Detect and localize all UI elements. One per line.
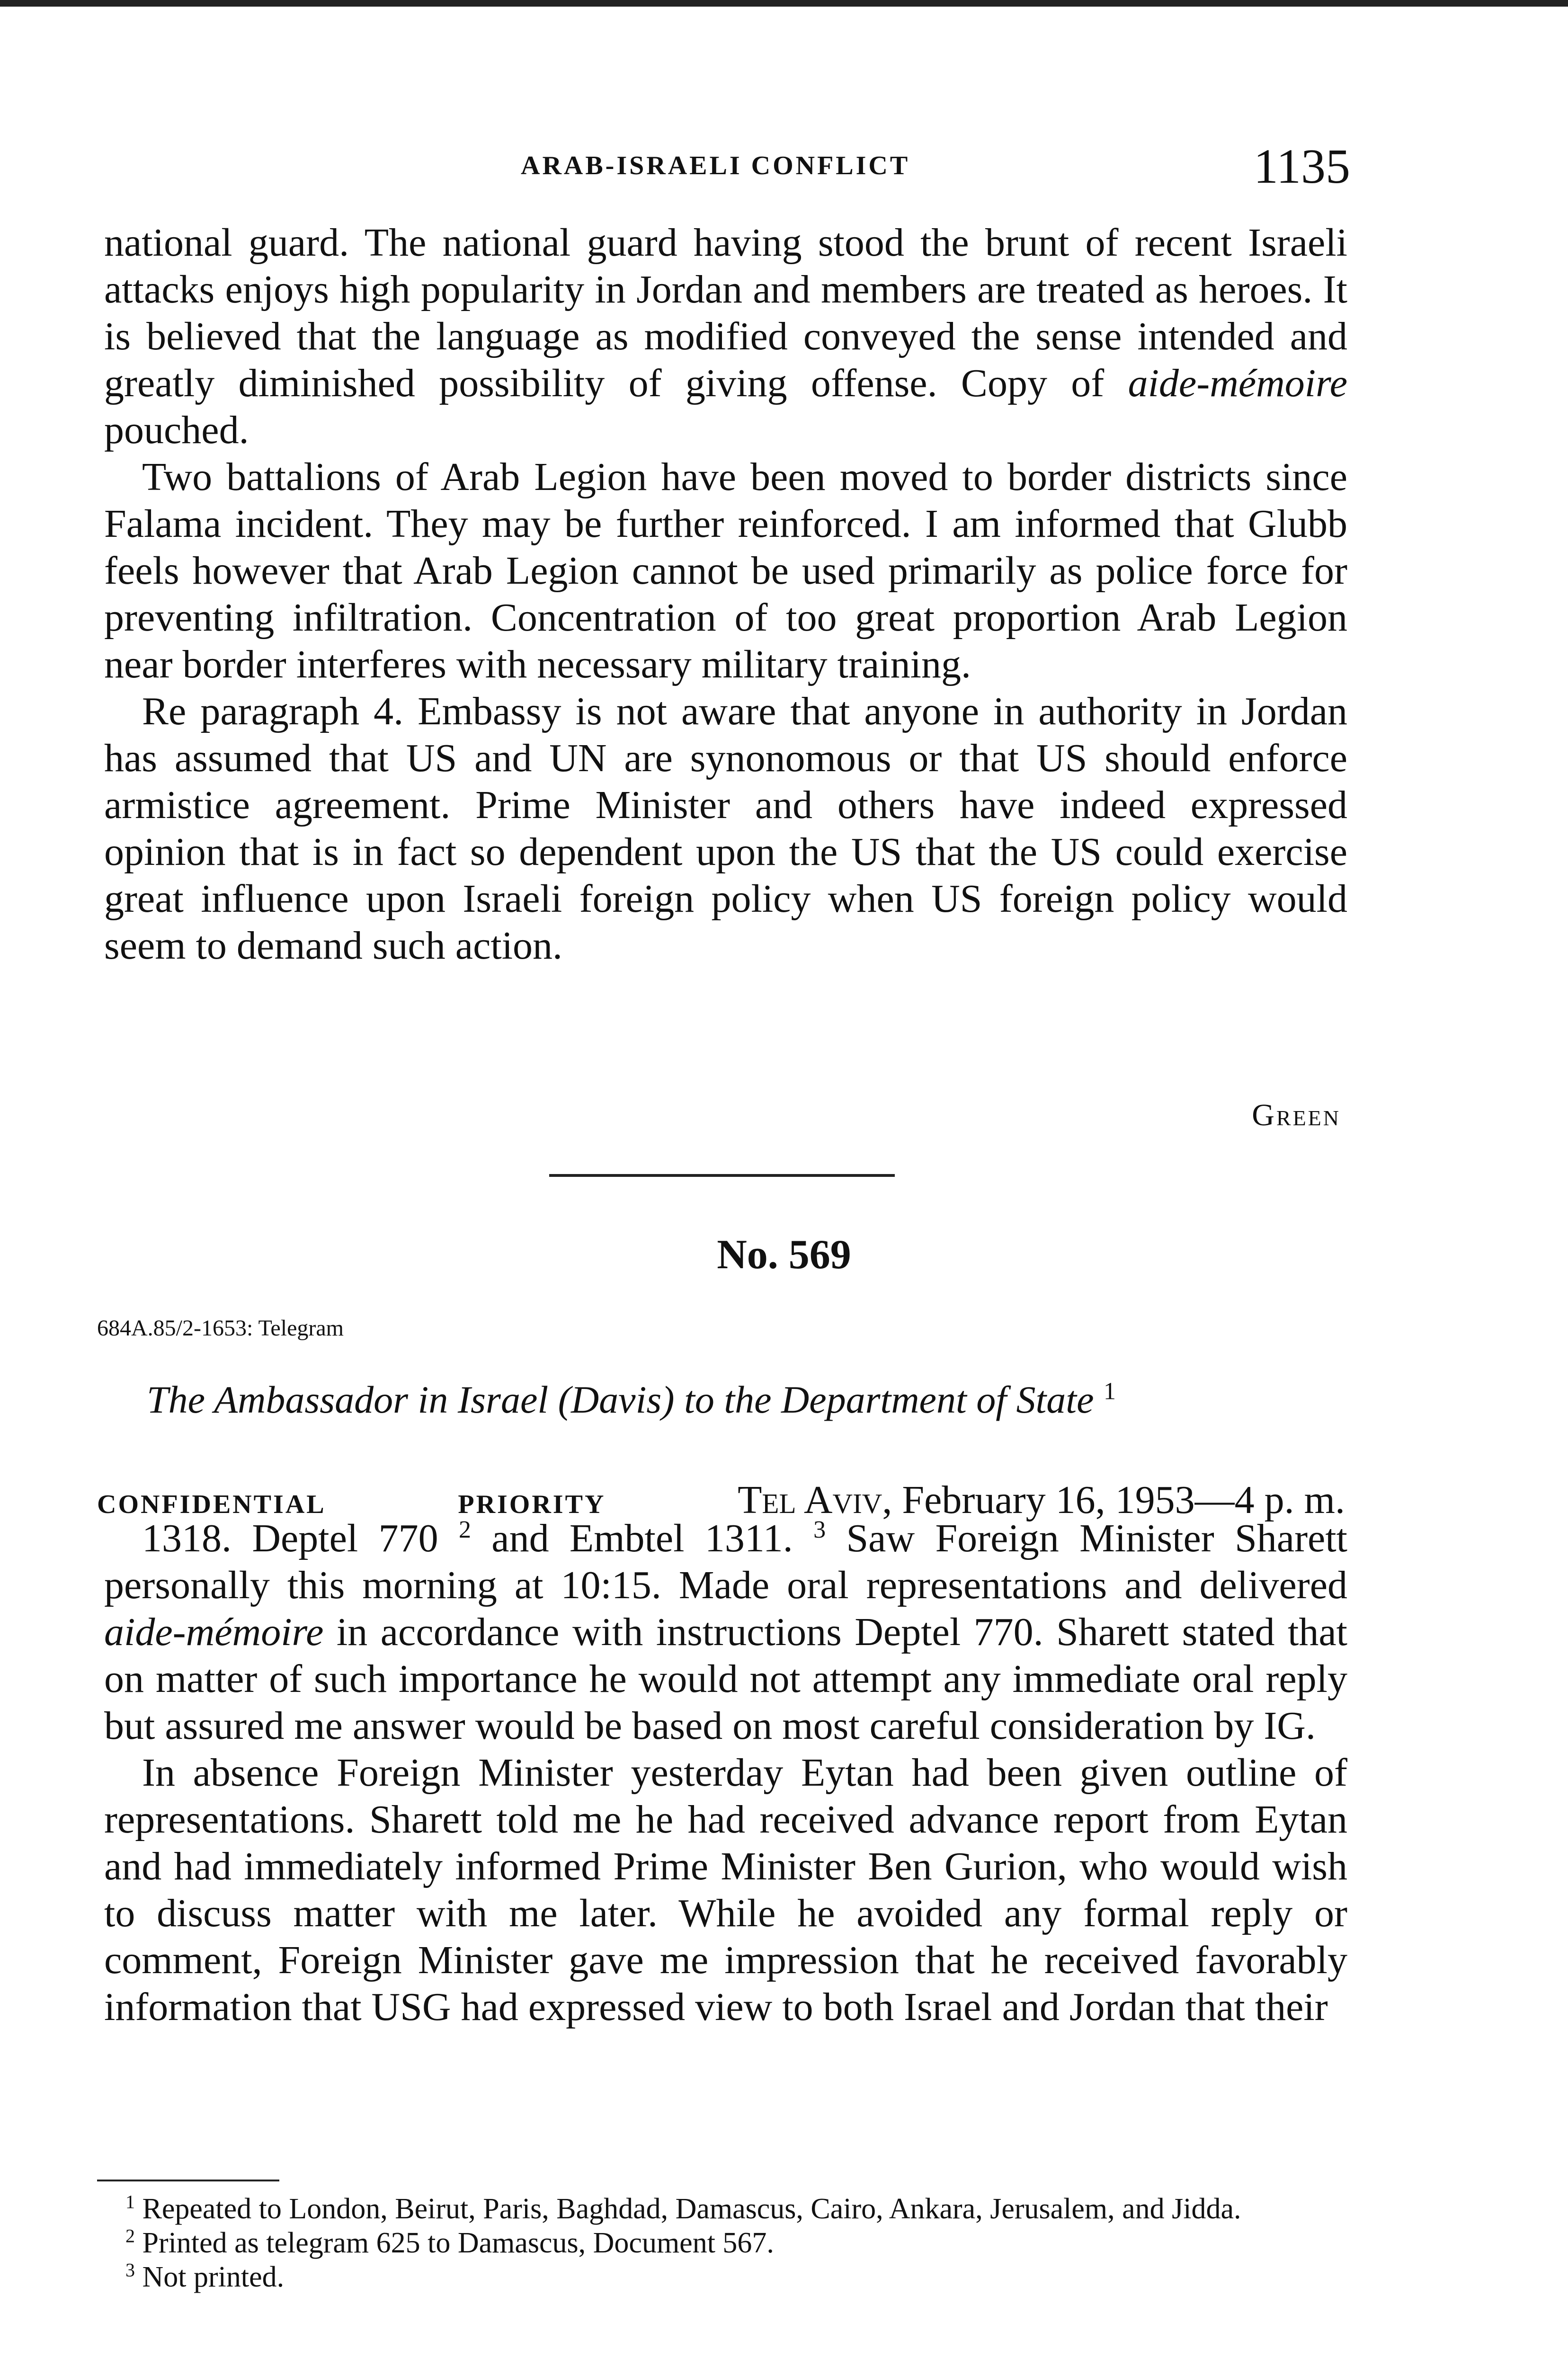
text-run: 1318. Deptel 770 xyxy=(142,1516,438,1560)
footnote xyxy=(97,2260,1347,2294)
text-run: in accordance with instructions Deptel 770. Sharett stated that on matter of such importance he would not attempt any immediate oral reply but assured me answer would be based on most careful consideration by IG. xyxy=(104,1610,1348,1748)
previous-document-body xyxy=(104,219,1347,969)
document-body xyxy=(104,1515,1347,2030)
text-run: Saw Foreign Minister Sharett personally this morning at 10:15. Made oral representations and delivered xyxy=(104,1516,1348,1607)
paragraph: national guard. The national guard having stood the brunt of recent Israeli attacks enjoys high popularity in Jordan and members are treated as heroes. It is believed that the language as modified conveyed the sense intended and greatly diminished possibility of giving offense. Copy of aide-mémoire pouched. xyxy=(104,221,1347,452)
signature: Green xyxy=(1252,1098,1341,1132)
dateline-date: February 16, 1953—4 p. m. xyxy=(902,1478,1345,1522)
dateline-place: Tel Aviv, xyxy=(738,1478,892,1522)
page-number: 1135 xyxy=(1253,139,1350,194)
footnote xyxy=(97,2192,1347,2226)
paragraph: Re paragraph 4. Embassy is not aware that anyone in authority in Jordan has assumed that US and UN are synonomous or that US should enforce armistice agreement. Prime Minister and others have indeed expressed opinion that is in fact so dependent upon the US that the US could exercise great influence upon Israeli foreign policy when US foreign policy would seem to demand such action. xyxy=(104,689,1347,968)
footnote xyxy=(97,2226,1347,2260)
paragraph: In absence Foreign Minister yesterday Eytan had been given outline of representations. Sharett told me he had received advance report from Eytan and had immediately informed Prime Minister Ben Gurion, who would wish to discuss matter with me later. While he avoided any formal reply or comment, Foreign Minister gave me impression that he received favorably information that USG had expressed view to both Israel and Jordan that their xyxy=(104,1751,1347,2029)
footnote-text: Not printed. xyxy=(142,2261,285,2293)
top-border-rule xyxy=(0,0,1568,7)
document-title-text: The Ambassador in Israel (Davis) to the Department of State xyxy=(147,1378,1094,1421)
italic-text: aide-mémoire xyxy=(104,1610,324,1654)
file-reference: 684A.85/2-1653: Telegram xyxy=(97,1316,344,1341)
footnote-ref: 2 xyxy=(458,1516,471,1543)
footnote-ref: 1 xyxy=(1103,1378,1116,1405)
classification-label: CONFIDENTIAL xyxy=(97,1490,326,1519)
footnote-text: Printed as telegram 625 to Damascus, Document 567. xyxy=(142,2227,774,2259)
section-separator xyxy=(549,1174,895,1177)
text-run: and Embtel 1311. xyxy=(491,1516,793,1560)
footnotes xyxy=(97,2192,1347,2294)
footnote-mark: 3 xyxy=(125,2259,135,2281)
footnote-mark: 1 xyxy=(125,2191,135,2213)
running-head: ARAB-ISRAELI CONFLICT xyxy=(521,151,910,180)
priority-label: PRIORITY xyxy=(458,1490,606,1519)
paragraph xyxy=(104,1515,1347,1749)
document-title xyxy=(147,1378,1116,1422)
footnote-ref: 3 xyxy=(813,1516,826,1543)
footnote-rule xyxy=(97,2180,279,2181)
footnote-text: Repeated to London, Beirut, Paris, Baghdad, Damascus, Cairo, Ankara, Jerusalem, and Jidda. xyxy=(142,2193,1241,2225)
document-number: No. 569 xyxy=(717,1232,851,1278)
footnote-mark: 2 xyxy=(125,2225,135,2247)
paragraph: Two battalions of Arab Legion have been moved to border districts since Falama incident. They may be further reinforced. I am informed that Glubb feels however that Arab Legion cannot be used primarily as police force for preventing infiltration. Concentration of too great proportion Arab Legion near border interferes with necessary military training. xyxy=(104,455,1347,686)
